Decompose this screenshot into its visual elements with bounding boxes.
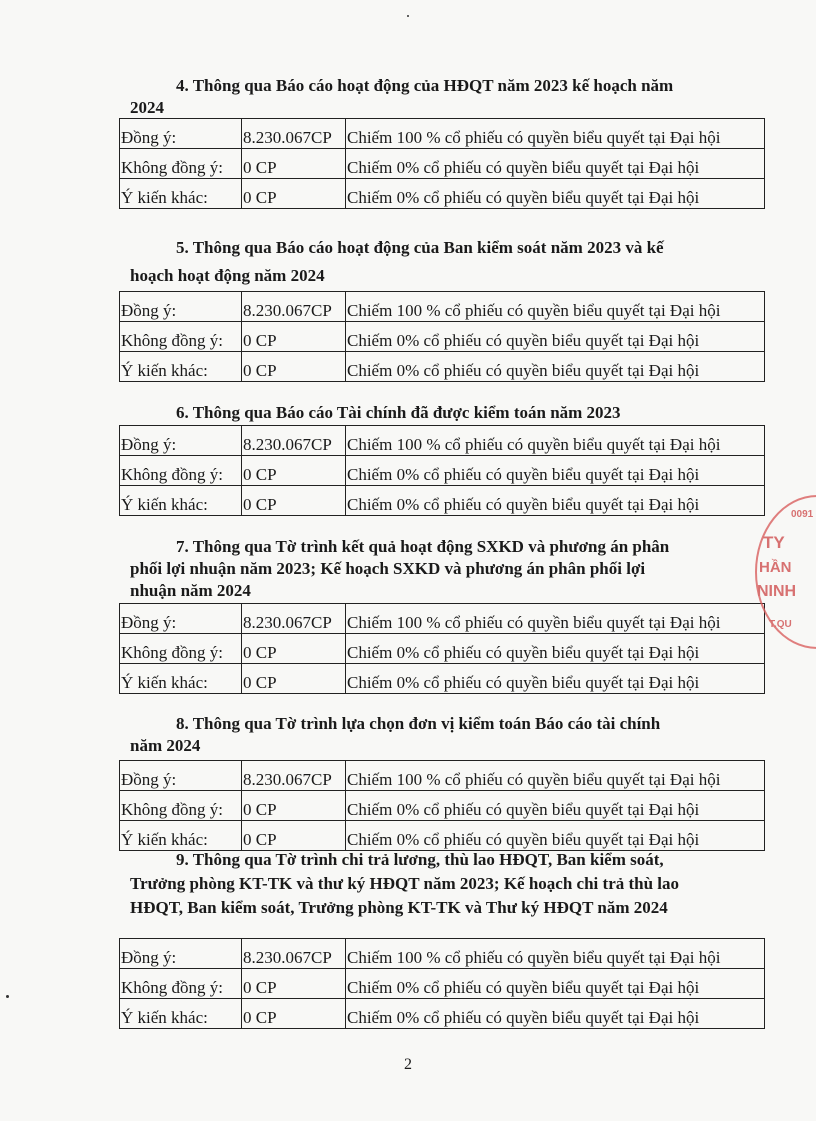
seal-text: HẦN <box>759 559 792 576</box>
vote-label: Ý kiến khác: <box>120 821 242 851</box>
vote-shares: 8.230.067CP <box>242 119 346 149</box>
vote-shares: 0 CP <box>242 999 346 1029</box>
vote-row-other <box>120 352 765 382</box>
vote-shares: 0 CP <box>242 352 346 382</box>
heading-line: 7. Thông qua Tờ trình kết quả hoạt động SXKD và phương án phân <box>176 537 670 556</box>
vote-row-other <box>120 664 765 694</box>
heading-line: năm 2024 <box>130 736 201 755</box>
seal-text: NINH <box>757 583 797 600</box>
vote-ratio: Chiếm 100 % cổ phiếu có quyền biểu quyết tại Đại hội <box>346 426 765 456</box>
heading-line: HĐQT, Ban kiểm soát, Trưởng phòng KT-TK và Thư ký HĐQT năm 2024 <box>130 898 668 917</box>
vote-ratio: Chiếm 0% cổ phiếu có quyền biểu quyết tại Đại hội <box>346 456 765 486</box>
section-heading <box>130 402 744 424</box>
heading-line: phối lợi nhuận năm 2023; Kế hoạch SXKD và phương án phân phối lợi <box>130 559 646 578</box>
vote-row-other <box>120 486 765 516</box>
vote-label: Không đồng ý: <box>120 969 242 999</box>
vote-row-agree <box>120 761 765 791</box>
vote-row-other <box>120 179 765 209</box>
vote-shares: 0 CP <box>242 322 346 352</box>
vote-shares: 8.230.067CP <box>242 939 346 969</box>
vote-shares: 8.230.067CP <box>242 426 346 456</box>
section-heading <box>130 75 744 119</box>
vote-label: Ý kiến khác: <box>120 664 242 694</box>
vote-row-disagree <box>120 149 765 179</box>
vote-shares: 0 CP <box>242 664 346 694</box>
vote-ratio: Chiếm 0% cổ phiếu có quyền biểu quyết tại Đại hội <box>346 821 765 851</box>
vote-shares: 0 CP <box>242 634 346 664</box>
vote-shares: 8.230.067CP <box>242 604 346 634</box>
page-number: 2 <box>404 1056 412 1073</box>
heading-line: 5. Thông qua Báo cáo hoạt động của Ban kiểm soát năm 2023 và kế <box>176 238 664 257</box>
vote-table <box>119 425 765 516</box>
vote-ratio: Chiếm 0% cổ phiếu có quyền biểu quyết tại Đại hội <box>346 969 765 999</box>
vote-shares: 8.230.067CP <box>242 761 346 791</box>
vote-label: Ý kiến khác: <box>120 999 242 1029</box>
vote-shares: 0 CP <box>242 969 346 999</box>
seal-text: TY <box>763 533 785 552</box>
vote-row-agree <box>120 292 765 322</box>
vote-row-other <box>120 999 765 1029</box>
scan-dot <box>6 995 9 998</box>
vote-ratio: Chiếm 100 % cổ phiếu có quyền biểu quyết tại Đại hội <box>346 292 765 322</box>
vote-row-disagree <box>120 969 765 999</box>
heading-line: 6. Thông qua Báo cáo Tài chính đã được kiểm toán năm 2023 <box>176 403 621 422</box>
heading-line: hoạch hoạt động năm 2024 <box>130 266 325 285</box>
vote-row-disagree <box>120 322 765 352</box>
vote-ratio: Chiếm 0% cổ phiếu có quyền biểu quyết tại Đại hội <box>346 179 765 209</box>
heading-line: 4. Thông qua Báo cáo hoạt động của HĐQT năm 2023 kế hoạch năm <box>176 76 674 95</box>
vote-label: Đồng ý: <box>120 292 242 322</box>
vote-ratio: Chiếm 0% cổ phiếu có quyền biểu quyết tại Đại hội <box>346 352 765 382</box>
vote-table <box>119 603 765 694</box>
vote-ratio: Chiếm 0% cổ phiếu có quyền biểu quyết tại Đại hội <box>346 322 765 352</box>
section-heading <box>130 536 744 602</box>
vote-label: Không đồng ý: <box>120 149 242 179</box>
vote-ratio: Chiếm 100 % cổ phiếu có quyền biểu quyết tại Đại hội <box>346 939 765 969</box>
vote-shares: 0 CP <box>242 821 346 851</box>
vote-row-agree <box>120 939 765 969</box>
vote-ratio: Chiếm 0% cổ phiếu có quyền biểu quyết tại Đại hội <box>346 791 765 821</box>
vote-shares: 0 CP <box>242 456 346 486</box>
vote-row-disagree <box>120 791 765 821</box>
vote-ratio: Chiếm 100 % cổ phiếu có quyền biểu quyết tại Đại hội <box>346 761 765 791</box>
vote-label: Ý kiến khác: <box>120 486 242 516</box>
vote-row-other <box>120 821 765 851</box>
heading-line: nhuận năm 2024 <box>130 581 251 600</box>
vote-label: Không đồng ý: <box>120 456 242 486</box>
vote-row-agree <box>120 604 765 634</box>
vote-ratio: Chiếm 100 % cổ phiếu có quyền biểu quyết tại Đại hội <box>346 604 765 634</box>
vote-table <box>119 760 765 851</box>
vote-label: Đồng ý: <box>120 939 242 969</box>
vote-table <box>119 938 765 1029</box>
vote-ratio: Chiếm 0% cổ phiếu có quyền biểu quyết tại Đại hội <box>346 149 765 179</box>
vote-ratio: Chiếm 100 % cổ phiếu có quyền biểu quyết tại Đại hội <box>346 119 765 149</box>
seal-text: T.QU <box>769 619 792 630</box>
vote-label: Ý kiến khác: <box>120 179 242 209</box>
vote-row-disagree <box>120 456 765 486</box>
heading-line: Trưởng phòng KT-TK và thư ký HĐQT năm 2023; Kế hoạch chi trả thù lao <box>130 874 680 893</box>
heading-line: 9. Thông qua Tờ trình chi trả lương, thù lao HĐQT, Ban kiểm soát, <box>176 850 664 869</box>
vote-shares: 8.230.067CP <box>242 292 346 322</box>
vote-ratio: Chiếm 0% cổ phiếu có quyền biểu quyết tại Đại hội <box>346 664 765 694</box>
vote-ratio: Chiếm 0% cổ phiếu có quyền biểu quyết tại Đại hội <box>346 634 765 664</box>
vote-label: Không đồng ý: <box>120 791 242 821</box>
vote-ratio: Chiếm 0% cổ phiếu có quyền biểu quyết tại Đại hội <box>346 999 765 1029</box>
vote-label: Đồng ý: <box>120 761 242 791</box>
vote-label: Đồng ý: <box>120 119 242 149</box>
section-heading <box>130 713 744 757</box>
heading-line: 2024 <box>130 98 164 117</box>
vote-row-agree <box>120 426 765 456</box>
vote-label: Ý kiến khác: <box>120 352 242 382</box>
vote-shares: 0 CP <box>242 486 346 516</box>
vote-label: Không đồng ý: <box>120 322 242 352</box>
vote-row-disagree <box>120 634 765 664</box>
scan-dot <box>407 15 409 17</box>
vote-shares: 0 CP <box>242 149 346 179</box>
vote-table <box>119 291 765 382</box>
vote-ratio: Chiếm 0% cổ phiếu có quyền biểu quyết tại Đại hội <box>346 486 765 516</box>
section-heading <box>130 848 744 920</box>
vote-label: Đồng ý: <box>120 604 242 634</box>
vote-label: Đồng ý: <box>120 426 242 456</box>
vote-label: Không đồng ý: <box>120 634 242 664</box>
seal-text: 0091 <box>791 509 814 520</box>
section-heading <box>130 234 744 290</box>
vote-table <box>119 118 765 209</box>
vote-shares: 0 CP <box>242 179 346 209</box>
vote-shares: 0 CP <box>242 791 346 821</box>
heading-line: 8. Thông qua Tờ trình lựa chọn đơn vị kiểm toán Báo cáo tài chính <box>176 714 661 733</box>
vote-row-agree <box>120 119 765 149</box>
